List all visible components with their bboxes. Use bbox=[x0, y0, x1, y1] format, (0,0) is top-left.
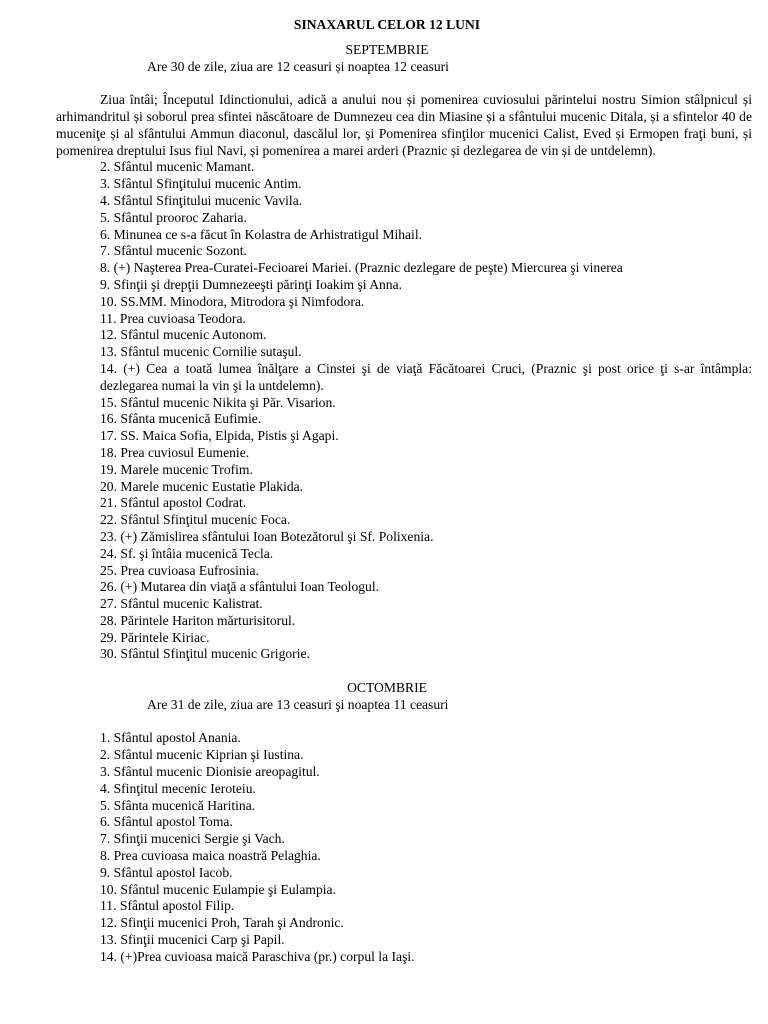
month-subtitle-october: Are 31 de zile, ziua are 13 ceasuri şi noaptea 11 ceasuri bbox=[147, 696, 449, 712]
spacer bbox=[56, 714, 752, 731]
list-item: 10. Sfântul mucenic Eulampie şi Eulampia. bbox=[100, 881, 336, 897]
list-item: 22. Sfântul Sfinţitul mucenic Foca. bbox=[100, 512, 291, 528]
list-item: 14. (+)Prea cuvioasa maică Paraschiva (pr.) corpul la Iaşi. bbox=[100, 948, 415, 964]
document-page bbox=[56, 17, 752, 966]
list-item: 25. Prea cuvioasa Eufrosinia. bbox=[100, 562, 259, 578]
list-item: 26. (+) Mutarea din viaţă a sfântului Ioan Teologul. bbox=[100, 579, 380, 595]
list-item: 6. Minunea ce s-a făcut în Kolastra de Arhistratigul Mihail. bbox=[100, 226, 423, 242]
october-list bbox=[56, 730, 752, 965]
september-list bbox=[56, 159, 752, 663]
list-item: 19. Marele mucenic Trofim. bbox=[100, 461, 253, 477]
list-item: 9. Sfinţii şi drepţii Dumnezeeşti părinţi Ioakim şi Anna. bbox=[100, 276, 403, 292]
list-item: 18. Prea cuviosul Eumenie. bbox=[100, 444, 250, 460]
list-item: 10. SS.MM. Minodora, Mitrodora şi Nimfodora. bbox=[100, 293, 365, 309]
list-item: 13. Sfinţii mucenici Carp şi Papil. bbox=[100, 932, 285, 948]
list-item: 8. (+) Naşterea Prea-Curatei-Fecioarei Mariei. (Praznic dezlegare de peşte) Miercurea şi vinerea bbox=[100, 260, 623, 276]
list-item: 27. Sfântul mucenic Kalistrat. bbox=[100, 596, 263, 612]
list-item: 20. Marele mucenic Eustatie Plakida. bbox=[100, 478, 304, 494]
list-item: 11. Sfântul apostol Filip. bbox=[100, 898, 235, 914]
list-item: 17. SS. Maica Sofia, Elpida, Pistis şi Agapi. bbox=[100, 428, 339, 444]
list-item: 16. Sfânta mucenică Eufimie. bbox=[100, 411, 262, 427]
list-item: 3. Sfântul mucenic Dionisie areopagitul. bbox=[100, 764, 320, 780]
list-item: 7. Sfântul mucenic Sozont. bbox=[100, 243, 247, 259]
list-item: 12. Sfinţii mucenici Proh, Tarah şi Andronic. bbox=[100, 915, 344, 931]
list-item: 8. Prea cuvioasa maica noastră Pelaghia. bbox=[100, 848, 321, 864]
list-item: 3. Sfântul Sfinţitului mucenic Antim. bbox=[100, 176, 302, 192]
month-heading-september: SEPTEMBRIE bbox=[345, 41, 429, 57]
list-item: 9. Sfântul apostol Iacob. bbox=[100, 864, 233, 880]
list-item: 5. Sfânta mucenică Haritina. bbox=[100, 797, 256, 813]
september-intro-paragraph: Ziua întâi; Începutul Idinctionului, adică a anului nou și pomenirea cuviosului părintelui nostru Simion stâlpnicul și arhimandritul și soborul prea sfintei născătoare de Dumnezeu cea din Miasine și a sfântului mucenic Ditala, și a sfintelor 40 de muceniţe și al sfântului Ammun diaconul, dascălul lor, și Pomenirea sfinţilor mucenici Calist, Eved și Ermopen fraţi buni, și pomenirea dreptului Isus fiul Navi, și pomenirea a marei arderi (Praznic și dezlegarea de vin și de untdelemn). bbox=[56, 92, 752, 158]
list-item: 13. Sfântul mucenic Cornilie sutaşul. bbox=[100, 344, 302, 360]
list-item: 11. Prea cuvioasa Teodora. bbox=[100, 310, 246, 326]
list-item: 29. Părintele Kiriac. bbox=[100, 629, 210, 645]
document-title: SINAXARUL CELOR 12 LUNI bbox=[293, 17, 481, 32]
list-item: 6. Sfântul apostol Toma. bbox=[100, 814, 233, 830]
list-item: 14. (+) Cea a toată lumea înălţare a Cinstei şi de viaţă Făcătoarei Cruci, (Praznic şi post orice ţi s-ar întâmpla: dezlegarea numai la vin şi la untdelemn). bbox=[100, 360, 752, 393]
month-heading-october: OCTOMBRIE bbox=[347, 680, 427, 696]
month-subtitle-september: Are 30 de zile, ziua are 12 ceasuri și noaptea 12 ceasuri bbox=[147, 58, 449, 74]
list-item: 7. Sfinţii mucenici Sergie şi Vach. bbox=[100, 831, 285, 847]
list-item: 23. (+) Zămislirea sfântului Ioan Botezătorul şi Sf. Polixenia. bbox=[100, 528, 434, 544]
list-item: 21. Sfântul apostol Codrat. bbox=[100, 495, 247, 511]
list-item: 1. Sfântul apostol Anania. bbox=[100, 730, 241, 746]
list-item: 28. Părintele Hariton mărturisitorul. bbox=[100, 612, 296, 628]
list-item: 5. Sfântul prooroc Zaharia. bbox=[100, 209, 247, 225]
list-item: 2. Sfântul mucenic Kiprian şi Iustina. bbox=[100, 747, 304, 763]
list-item: 4. Sfinţitul mecenic Ieroteiu. bbox=[100, 780, 256, 796]
list-item: 12. Sfântul mucenic Autonom. bbox=[100, 327, 267, 343]
spacer bbox=[56, 34, 752, 42]
list-item: 30. Sfântul Sfinţitul mucenic Grigorie. bbox=[100, 646, 310, 662]
list-item: 24. Sf. şi întâia mucenică Tecla. bbox=[100, 545, 274, 561]
list-item: 4. Sfântul Sfinţitului mucenic Vavila. bbox=[100, 192, 303, 208]
list-item: 15. Sfântul mucenic Nikita şi Păr. Visarion. bbox=[100, 394, 336, 410]
spacer bbox=[56, 75, 752, 92]
spacer bbox=[56, 663, 752, 680]
list-item: 2. Sfântul mucenic Mamant. bbox=[100, 159, 255, 175]
